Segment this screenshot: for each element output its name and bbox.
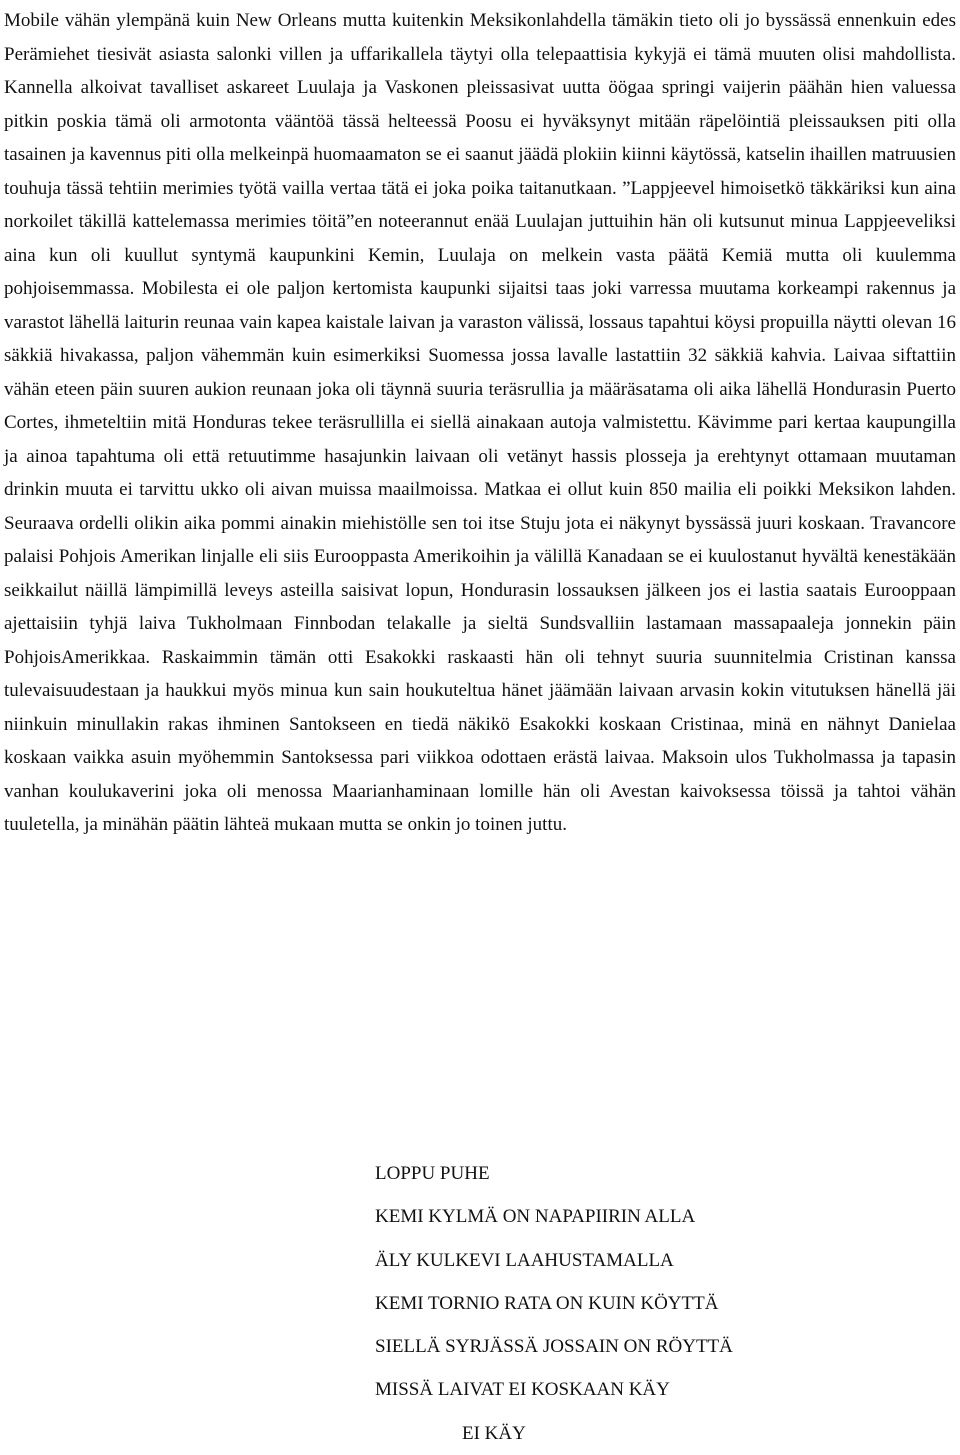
poem-title: LOPPU PUHE [375, 1163, 490, 1184]
poem-line: SIELLÄ SYRJÄSSÄ JOSSAIN ON RÖYTTÄ [375, 1336, 733, 1358]
poem-line: KEMI TORNIO RATA ON KUIN KÖYTTÄ [375, 1292, 719, 1314]
poem-line: ÄLY KULKEVI LAAHUSTAMALLA [375, 1249, 674, 1271]
body-paragraph: Mobile vähän ylempänä kuin New Orleans mutta kuitenkin Meksikonlahdella tämäkin tieto oli jo byssässä ennenkuin edes Perämiehet tiesivät asiasta salonki villen ja uffarikallela täytyi olla telepaattisia kykyjä ei tämä muuten olisi mahdollista. Kannella alkoivat tavalliset askareet Luulaja ja Vaskonen pleissasivat uutta öögaa springi vaijerin päähän hien valuessa pitkin poskia tämä oli armotonta vääntöä tässä helteessä Poosu ei hyväksynyt mitään räpelöintiä pleissauksen piti olla tasainen ja kavennus piti olla melkeinpä huomaamaton se ei saanut jäädä plokiin kiinni käytössä, katselin ihaillen matruusien touhuja tässä tehtiin merimies työtä vailla vertaa tätä ei joka poika taitanutkaan. ”Lappjeevel himoisetkö täkkäriksi kun aina norkoilet täkillä kattelemassa merimies töitä”en noteerannut enää Luulajan juttuihin hän oli kutsunut minua Lappjeeveliksi aina kun oli kuullut syntymä kaupunkini Kemin, Luulaja on melkein vasta päätä Kemiä mutta oli kuulemma pohjoisemmassa. Mobilesta ei ole paljon kertomista kaupunki sijaitsi taas joki varressa muutama korkeampi rakennus ja varastot lähellä laiturin reunaa vain kapea kaistale laivan ja varaston välissä, lossaus tapahtui köysi propuilla näytti olevan 16 säkkiä hivakassa, paljon vähemmän kuin esimerkiksi Suomessa jossa lavalle lastattiin 32 säkkiä kahvia. Laivaa siftattiin vähän eteen päin suuren aukion reunaan joka oli täynnä suuria teräsrullia ja määräsatama oli aika lähellä Hondurasin Puerto Cortes, ihmeteltiin mitä Honduras tekee teräsrullilla ei siellä ainakaan autoja valmistettu. Kävimme pari kertaa kaupungilla ja ainoa tapahtuma oli että retuutimme hasajunkin laivaan oli vetänyt hassis plosseja ja erehtynyt ottamaan muutaman drinkin muuta ei tarvittu ukko oli aivan muissa maailmoissa. Matkaa ei ollut kuin 850 mailia eli poikki Meksikon lahden. Seuraava ordelli olikin aika pommi ainakin miehistölle sen toi itse Stuju jota ei näkynyt byssässä juuri koskaan. Travancore palaisi Pohjois Amerikan linjalle eli siis Eurooppasta Amerikoihin ja välillä Kanadaan se ei kuulostanut hyvältä kenestäkään seikkailut näillä lämpimillä leveys asteilla saisivat lopun, Hondurasin lossauksen jälkeen jos ei lastia saatais Eurooppaan ajettaisiin tyhjä laiva Tukholmaan Finnbodan telakalle ja sieltä Sundsvalliin lastamaan massapaaleja jonnekin päin PohjoisAmerikkaa. Raskaimmin tämän otti Esakokki raskaasti hän oli tehnyt suuria suunnitelmia Cristinan kanssa tulevaisuudestaan ja haukkui myös minua kun sain houkuteltua hänet jäämään laivaan arvasin kokin vitutuksen hänellä jäi niinkuin minullakin rakas ihminen Santokseen en tiedä näkikö Esakokki koskaan Cristinaa, minä en nähnyt Danielaa koskaan vaikka asuin myöhemmin Santoksessa pari viikkoa odottaen erästä laivaa. Maksoin ulos Tukholmassa ja tapasin vanhan koulukaverini joka oli menossa Maarianhaminaan lomille hän oli Avestan kaivoksessa töissä ja tahtoi vähän tuuletella, ja minähän päätin lähteä mukaan mutta se onkin jo toinen juttu. [4, 10, 956, 835]
poem-line: KEMI KYLMÄ ON NAPAPIIRIN ALLA [375, 1206, 696, 1228]
poem-last-line: EI KÄY [462, 1422, 526, 1444]
poem-line: MISSÄ LAIVAT EI KOSKAAN KÄY [375, 1379, 670, 1401]
poem-block [375, 1152, 935, 1455]
